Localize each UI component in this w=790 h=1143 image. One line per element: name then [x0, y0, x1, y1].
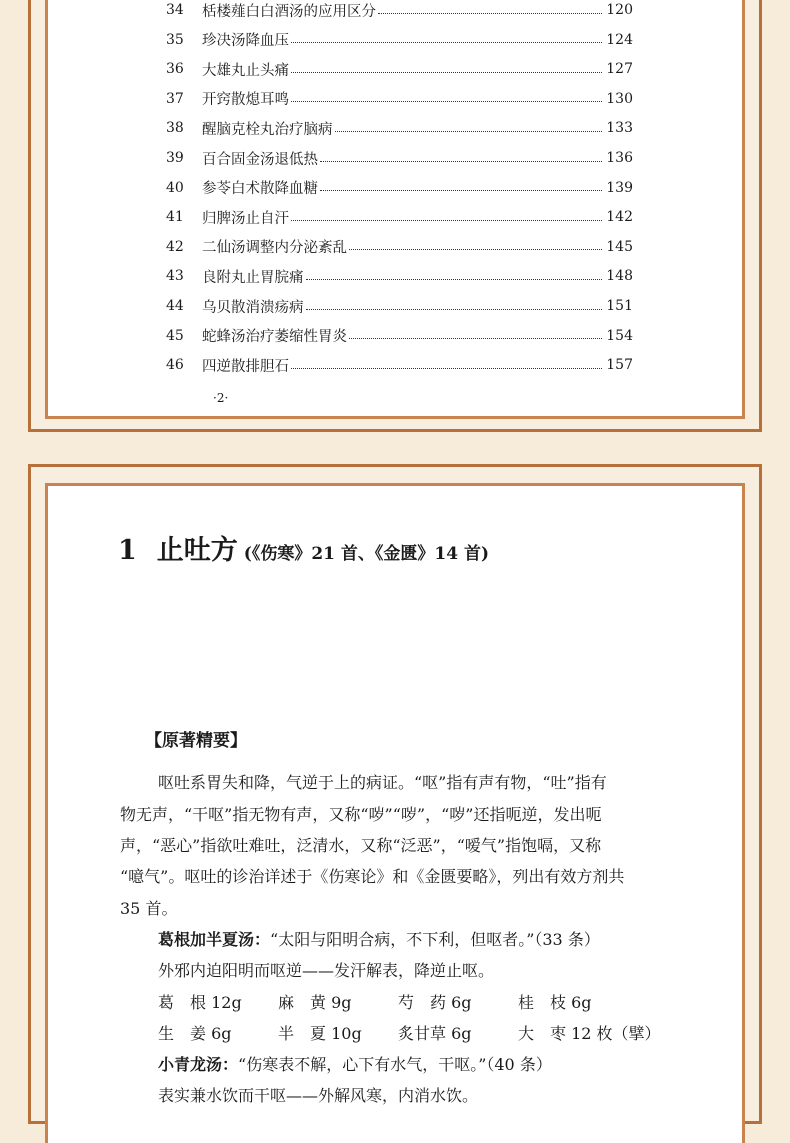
chapter-heading: [118, 528, 489, 567]
toc-entry-number: 41: [166, 209, 184, 226]
page-number: ·2·: [213, 391, 229, 405]
toc-entry: [166, 0, 633, 21]
herb-item: 桂 枝 6g: [518, 993, 592, 1012]
herb-item: 生 姜 6g: [158, 1024, 232, 1043]
toc-entry-number: 36: [166, 61, 184, 78]
toc-entry-page: 142: [606, 209, 633, 226]
formula-2-quote: “伤寒表不解，心下有水气，干呕。”（40 条）: [238, 1055, 552, 1074]
toc-entry-number: 42: [166, 238, 184, 255]
toc-entry-number: 39: [166, 150, 184, 166]
toc-entry-page: 124: [606, 31, 633, 48]
herb-item: 葛 根 12g: [158, 993, 242, 1012]
toc-entry-number: 37: [166, 90, 184, 107]
toc-entry-title: 蛇蜂汤治疗萎缩性胃炎: [202, 329, 347, 346]
toc-entry-page: 133: [606, 120, 633, 137]
toc-entry: [166, 206, 633, 228]
formula-2-explain: 表实兼水饮而干呕——外解风寒，内消水饮。: [158, 1086, 479, 1105]
toc-entry-page: 154: [606, 327, 633, 344]
toc-leader-dots: [291, 368, 602, 369]
intro-line-4: “噫气”。呕吐的诊治详述于《伤寒论》和《金匮要略》，列出有效方剂共: [120, 867, 625, 886]
toc-entry-title: 开窍散熄耳鸣: [202, 92, 289, 109]
toc-leader-dots: [349, 249, 602, 250]
toc-page-frame: [28, 0, 762, 432]
intro-line-2: 物无声，“干呕”指无物有声，又称“哕”“哕”，“哕”还指呃逆，发出呃: [120, 805, 602, 824]
herb-item: 芍 药 6g: [398, 993, 472, 1012]
toc-entry-title: 参苓白术散降血糖: [202, 181, 318, 198]
toc-entry-page: 120: [606, 2, 633, 18]
toc-entry-page: 148: [606, 268, 633, 285]
toc-entry-page: 157: [606, 357, 633, 374]
toc-leader-dots: [349, 338, 602, 339]
herb-item: 半 夏 10g: [278, 1024, 362, 1043]
toc-entry: [166, 58, 633, 80]
toc-entry-number: 34: [166, 2, 184, 18]
toc-leader-dots: [306, 279, 603, 280]
toc-entry-page: 145: [606, 238, 633, 255]
toc-leader-dots: [378, 13, 602, 14]
toc-entry: [166, 147, 633, 169]
toc-entry: [166, 29, 633, 51]
toc-entry-number: 35: [166, 31, 184, 48]
toc-entry: [166, 354, 633, 376]
toc-entry: [166, 295, 633, 317]
toc-entry-page: 136: [606, 150, 633, 166]
chapter-number: 1: [118, 535, 137, 566]
herb-item: 大 枣 12 枚（擘）: [518, 1024, 661, 1043]
formula-2-line: [158, 1052, 552, 1075]
toc-entry-title: 醒脑克栓丸治疗脑病: [202, 121, 333, 138]
herb-item: 炙甘草 6g: [398, 1024, 472, 1043]
toc-leader-dots: [291, 220, 602, 221]
toc-entry-number: 46: [166, 357, 184, 374]
toc-entry-title: 栝楼薤白白酒汤的应用区分: [202, 3, 376, 20]
toc-entry-title: 二仙汤调整内分泌紊乱: [202, 240, 347, 257]
toc-entry: [166, 236, 633, 258]
toc-entry-title: 归脾汤止自汗: [202, 210, 289, 227]
toc-entry: [166, 88, 633, 110]
section-heading: 【原著精要】: [145, 731, 247, 751]
toc-entry: [166, 325, 633, 347]
toc-leader-dots: [320, 190, 602, 191]
toc-entry-page: 130: [606, 90, 633, 107]
chapter-page: [45, 483, 745, 1143]
herb-row-1: [158, 990, 638, 1013]
intro-line-5: 35 首。: [120, 899, 178, 918]
toc-leader-dots: [291, 101, 602, 102]
toc-page: [45, 0, 745, 419]
toc-entry-title: 良附丸止胃脘痛: [202, 269, 304, 286]
intro-line-1: 呕吐系胃失和降，气逆于上的病证。“呕”指有声有物，“吐”指有: [158, 773, 607, 792]
toc-entry-title: 大雄丸止头痛: [202, 62, 289, 79]
herb-row-2: [158, 1021, 678, 1044]
toc-leader-dots: [291, 42, 602, 43]
toc-entry: [166, 117, 633, 139]
toc-leader-dots: [335, 131, 603, 132]
toc-entry-page: 127: [606, 61, 633, 78]
toc-entry-title: 百合固金汤退低热: [202, 151, 318, 168]
toc-entry-number: 40: [166, 179, 184, 196]
formula-1-name: 葛根加半夏汤：: [158, 930, 271, 949]
herb-item: 麻 黄 9g: [278, 993, 352, 1012]
toc-entry-title: 四逆散排胆石: [202, 358, 289, 375]
toc-entry: [166, 177, 633, 199]
chapter-page-frame: [28, 464, 762, 1124]
toc-entry-number: 44: [166, 298, 184, 314]
chapter-title: 止吐方: [156, 535, 238, 566]
formula-1-line: [158, 927, 600, 950]
chapter-subtitle: (《伤寒》21 首、《金匮》14 首): [243, 544, 490, 564]
toc-entry-page: 139: [606, 179, 633, 196]
formula-1-explain: 外邪内迫阳明而呕逆——发汗解表，降逆止呕。: [158, 961, 495, 980]
formula-1-quote: “太阳与阳明合病，不下利，但呕者。”（33 条）: [270, 930, 600, 949]
toc-leader-dots: [306, 309, 603, 310]
intro-line-3: 声，“恶心”指欲吐难吐，泛清水，又称“泛恶”，“嗳气”指饱嗝，又称: [120, 836, 602, 855]
toc-entry-number: 43: [166, 268, 184, 285]
toc-entry: [166, 265, 633, 287]
toc-entry-title: 乌贝散消溃疡病: [202, 299, 304, 316]
toc-entry-number: 38: [166, 120, 184, 137]
toc-entry-page: 151: [606, 298, 633, 314]
toc-leader-dots: [320, 161, 602, 162]
formula-2-name: 小青龙汤：: [158, 1055, 239, 1074]
toc-leader-dots: [291, 72, 602, 73]
toc-entry-number: 45: [166, 327, 184, 344]
toc-entry-title: 珍决汤降血压: [202, 33, 289, 50]
